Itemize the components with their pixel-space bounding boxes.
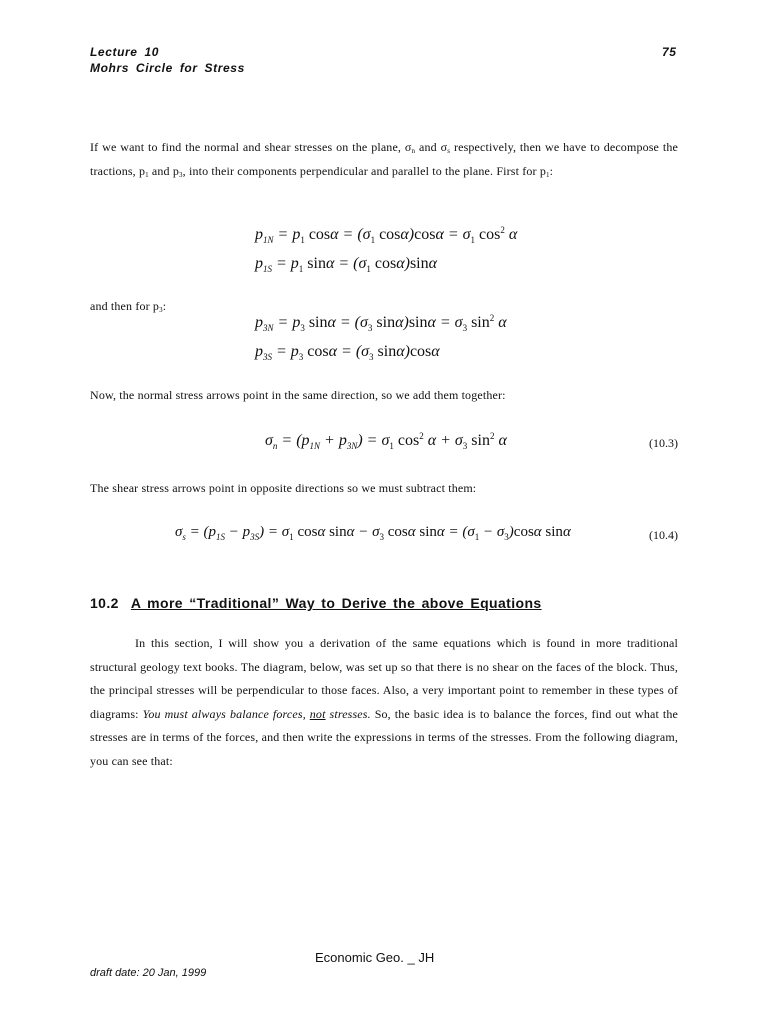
- section-number: 10.2: [90, 595, 119, 611]
- equation-p1n: $p_{1N} = p_1$ $\cos\alpha = (\sigma_1$ $\cos\alpha)\cos\alpha = \sigma_1$ $\cos^2 \alpha$: [255, 225, 518, 245]
- footer-label: Economic Geo. _ JH: [315, 950, 435, 965]
- paragraph-shear-stress: The shear stress arrows point in opposite directions so we must subtract them:: [90, 481, 477, 495]
- paragraph-traditional-derivation: In this section, I will show you a derivation of the same equations which is found in more traditional structural geology text books. The diagram, below, was set up so that there is no shear on the faces of the block. Thus, the principal stresses will be perpendicular to those faces. Also, a very important point to remember in these types of diagrams: You must always balance forces, not stresses. So, the basic idea is to balance the forces, find out what the stresses are in terms of the forces, and then write the expressions in terms of the stresses. From the following diagram, you can see that:: [90, 636, 679, 768]
- lecture-subtitle: Mohrs Circle for Stress: [90, 61, 245, 75]
- equation-shear-stress: $\sigma_s = (p_{1S} - p_{3S}) = \sigma_1$ cosα $\sin\alpha - \sigma_3$ cosα $\sin\alpha = (\sigma_1 - \sigma_3)\cos\alpha$ sinα: [175, 524, 571, 542]
- section-title: A more “Traditional” Way to Derive the above Equations: [130, 595, 542, 611]
- equation-number: (10.4): [649, 528, 678, 542]
- page-number: 75: [662, 45, 677, 59]
- equation-number: (10.3): [649, 436, 678, 450]
- equation-p3s: $p_{3S} = p_3$ $\cos\alpha = (\sigma_3$ sinα)cosα: [255, 343, 440, 362]
- lecture-number: Lecture 10: [90, 45, 160, 59]
- paragraph-normal-stress: Now, the normal stress arrows point in the same direction, so we add them together:: [90, 388, 506, 402]
- equation-p3n: $p_{3N} = p_3$ $\sin\alpha = (\sigma_3$ $\sin\alpha)\sin\alpha = \sigma_3$ $\sin^2 \alpha$: [255, 313, 507, 333]
- equation-normal-stress: $\sigma_n = (p_{1N} + p_{3N}) = \sigma_1$ $\cos^2 \alpha + \sigma_3$ $\sin^2 \alpha$: [265, 431, 507, 451]
- draft-date: draft date: 20 Jan, 1999: [90, 967, 207, 979]
- equation-p1s: $p_{1S} = p_1$ $\sin\alpha = (\sigma_1$ cosα)sinα: [255, 255, 438, 274]
- paragraph-intro: If we want to find the normal and shear stresses on the plane, $\sigma_n$ and $\sigma_s$ respectively, then we have to decompose the tractions, $p_1$ and $p_3$, into their components perpendicular and parallel to the plane. First for $p_1$:: [90, 140, 678, 179]
- paragraph-then-p3: and then for $p_3$:: [90, 299, 167, 314]
- section-heading: [90, 595, 542, 611]
